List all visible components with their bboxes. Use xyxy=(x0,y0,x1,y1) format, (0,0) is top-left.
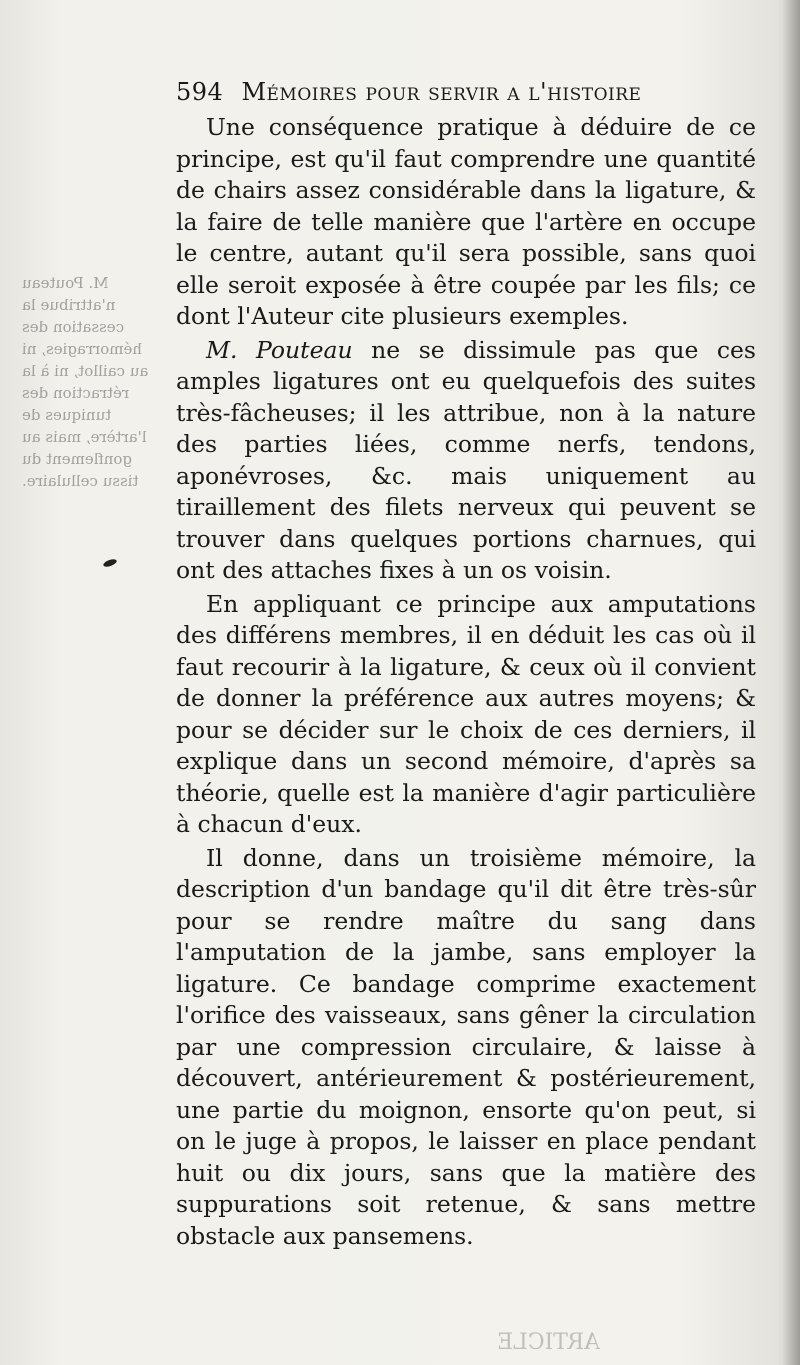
paragraph-4: Il donne, dans un troisième mémoire, la description d'un bandage qu'il dit être très-sûr pour se rendre maître du sang dans l'amputation de la jambe, sans employer la ligature. Ce bandage comprime exactement l'orifice des vaisseaux, sans gêner la circulation par une compression circulaire, & laisse à découvert, antérieurement & postérieurement, une partie du moignon, ensorte qu'on peut, si on le juge à propos, le laisser en place pendant huit ou dix jours, sans que la matière des suppurations soit retenue, & sans mettre obstacle aux pansemens. xyxy=(176,843,756,1250)
bleed-through-margin-note: M. Pouteau n'attribue la cessation des hémorragies, ni au caillot, ni à la rétraction des tuniques de l'artère, mais au gonflement du tissu cellulaire. xyxy=(22,274,149,490)
paragraph-3: En appliquant ce principe aux amputations des différens membres, il en déduit les cas où il faut recourir à la ligature, & ceux où il convient de donner la préférence aux autres moyens; & pour se décider sur le choix de ces derniers, il explique dans un second mémoire, d'après sa théorie, quelle est la manière d'agir particulière à chacun d'eux. xyxy=(176,589,756,838)
paragraph-2-text: ne se dissimule pas que ces amples ligatures ont eu quelquefois des suites très-fâcheuses; il les attribue, non à la nature des parties liées, comme nerfs, tendons, aponévroses, &c. mais uniquement au tiraillement des filets nerveux qui peuvent se trouver dans quelques portions charnues, qui ont des attaches fixes à un os voisin. xyxy=(176,335,756,584)
running-title: Mémoires pour servir a l'histoire xyxy=(241,78,642,106)
bleed-through-footer: ARTICLE xyxy=(497,1330,600,1355)
body-text xyxy=(176,112,756,1252)
paragraph-2 xyxy=(176,335,756,587)
ink-mark xyxy=(102,558,117,568)
page-spine-shadow xyxy=(782,0,800,1365)
running-header xyxy=(176,78,736,106)
page-number: 594 xyxy=(176,78,224,106)
paragraph-1: Une conséquence pratique à déduire de ce principe, est qu'il faut comprendre une quantité de chairs assez considérable dans la ligature, & la faire de telle manière que l'artère en occupe le centre, autant qu'il sera possible, sans quoi elle seroit exposée à être coupée par les fils; ce dont l'Auteur cite plusieurs exemples. xyxy=(176,113,756,330)
person-name: M. Pouteau xyxy=(206,335,353,364)
